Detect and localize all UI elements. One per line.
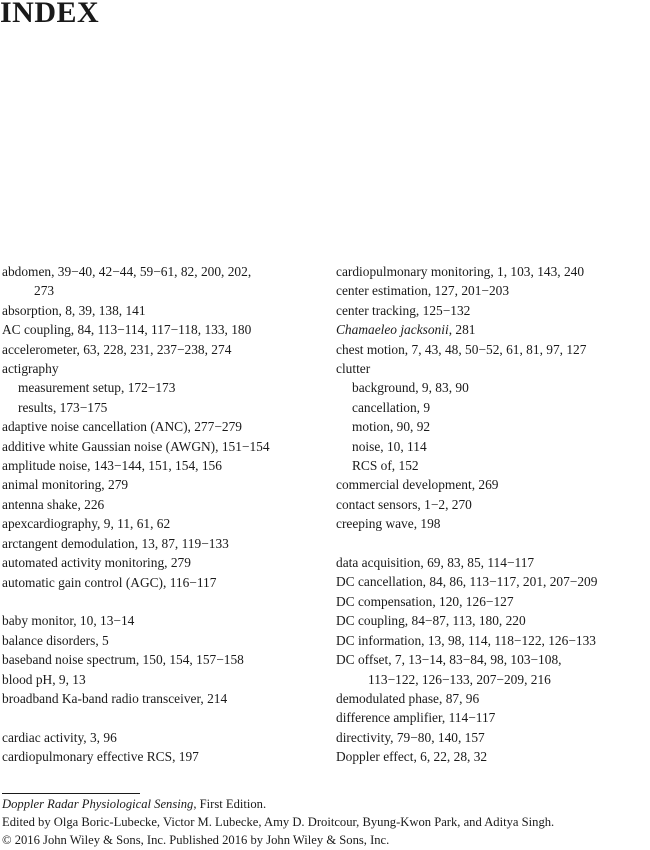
footnote-rule bbox=[2, 793, 140, 794]
index-entry bbox=[336, 320, 650, 339]
index-subentry bbox=[2, 398, 327, 417]
entry-text: DC offset, 7, 13−14, 83−84, 98, 103−108, bbox=[336, 652, 562, 668]
index-subentry bbox=[336, 398, 650, 417]
index-entry bbox=[2, 320, 327, 339]
entry-text: automated activity monitoring, 279 bbox=[2, 555, 191, 571]
entry-text: AC coupling, 84, 113−114, 117−118, 133, 180 bbox=[2, 322, 252, 338]
footnote bbox=[2, 795, 650, 849]
entry-text: cancellation, 9 bbox=[352, 399, 431, 415]
index-entry bbox=[2, 728, 327, 747]
index-entry bbox=[2, 340, 327, 359]
footnote-copyright: © 2016 John Wiley & Sons, Inc. Published 2016 by John Wiley & Sons, Inc. bbox=[2, 833, 390, 847]
entry-text: animal monitoring, 279 bbox=[2, 477, 129, 493]
entry-text: DC information, 13, 98, 114, 118−122, 126−133 bbox=[336, 632, 596, 648]
entry-text: additive white Gaussian noise (AWGN), 151−154 bbox=[2, 438, 270, 454]
footnote-editors: Edited by Olga Boric-Lubecke, Victor M. Lubecke, Amy D. Droitcour, Byung-Kwon Park, and Aditya Singh. bbox=[2, 815, 555, 829]
entry-text: center tracking, 125−132 bbox=[336, 302, 471, 318]
entry-gap bbox=[336, 534, 650, 553]
index-entry bbox=[336, 475, 650, 494]
index-entry bbox=[336, 495, 650, 514]
entry-continuation: 113−122, 126−133, 207−209, 216 bbox=[368, 671, 551, 687]
index-column-left bbox=[2, 262, 327, 767]
entry-text: cardiopulmonary effective RCS, 197 bbox=[2, 749, 199, 765]
entry-text: creeping wave, 198 bbox=[336, 516, 441, 532]
book-title: Doppler Radar Physiological Sensing bbox=[2, 797, 194, 811]
entry-text: broadband Ka-band radio transceiver, 214 bbox=[2, 690, 228, 706]
entry-text: RCS of, 152 bbox=[352, 458, 419, 474]
entry-text: automatic gain control (AGC), 116−117 bbox=[2, 574, 217, 590]
index-entry bbox=[2, 573, 327, 592]
footnote-book-line bbox=[2, 795, 650, 813]
index-entry bbox=[336, 747, 650, 766]
index-entry bbox=[2, 611, 327, 630]
entry-text: actigraphy bbox=[2, 361, 59, 377]
entry-text: antenna shake, 226 bbox=[2, 496, 105, 512]
entry-text: adaptive noise cancellation (ANC), 277−279 bbox=[2, 419, 242, 435]
index-entry bbox=[2, 495, 327, 514]
index-subentry bbox=[336, 437, 650, 456]
entry-text: results, 173−175 bbox=[18, 399, 108, 415]
index-subentry bbox=[336, 456, 650, 475]
entry-text: baby monitor, 10, 13−14 bbox=[2, 613, 135, 629]
entry-continuation: 273 bbox=[34, 283, 55, 299]
index-entry bbox=[336, 728, 650, 747]
index-entry bbox=[336, 301, 650, 320]
index-entry bbox=[2, 475, 327, 494]
entry-text: contact sensors, 1−2, 270 bbox=[336, 496, 472, 512]
entry-text: , 281 bbox=[448, 322, 476, 338]
index-entry bbox=[336, 281, 650, 300]
index-entry bbox=[336, 359, 650, 378]
entry-gap bbox=[2, 592, 327, 611]
entry-text: data acquisition, 69, 83, 85, 114−117 bbox=[336, 555, 535, 571]
entry-text: balance disorders, 5 bbox=[2, 632, 109, 648]
entry-text: absorption, 8, 39, 138, 141 bbox=[2, 302, 146, 318]
entry-text: blood pH, 9, 13 bbox=[2, 671, 86, 687]
entry-text: clutter bbox=[336, 361, 371, 377]
index-entry bbox=[336, 592, 650, 611]
index-entry bbox=[2, 553, 327, 572]
index-subentry bbox=[336, 417, 650, 436]
entry-text: commercial development, 269 bbox=[336, 477, 499, 493]
entry-text: apexcardiography, 9, 11, 61, 62 bbox=[2, 516, 171, 532]
entry-text: amplitude noise, 143−144, 151, 154, 156 bbox=[2, 458, 222, 474]
index-entry bbox=[2, 514, 327, 533]
entry-text: abdomen, 39−40, 42−44, 59−61, 82, 200, 202, bbox=[2, 264, 252, 279]
index-subentry bbox=[2, 378, 327, 397]
entry-text: DC compensation, 120, 126−127 bbox=[336, 593, 514, 609]
entry-text: motion, 90, 92 bbox=[352, 419, 431, 435]
book-edition: , First Edition. bbox=[193, 797, 267, 811]
index-entry bbox=[336, 631, 650, 650]
index-entry bbox=[336, 572, 650, 591]
entry-text: background, 9, 83, 90 bbox=[352, 380, 469, 396]
index-column-right bbox=[336, 262, 650, 767]
entry-gap bbox=[2, 708, 327, 727]
index-entry bbox=[2, 301, 327, 320]
index-entry bbox=[336, 650, 650, 689]
entry-text: difference amplifier, 114−117 bbox=[336, 710, 496, 726]
index-entry bbox=[336, 340, 650, 359]
entry-text: DC coupling, 84−87, 113, 180, 220 bbox=[336, 613, 526, 629]
entry-text: noise, 10, 114 bbox=[352, 438, 427, 454]
index-subentry bbox=[336, 378, 650, 397]
entry-text: cardiopulmonary monitoring, 1, 103, 143, 240 bbox=[336, 264, 585, 279]
index-entry bbox=[2, 262, 327, 301]
index-entry bbox=[2, 437, 327, 456]
index-entry bbox=[336, 689, 650, 708]
index-entry bbox=[2, 456, 327, 475]
entry-text: Doppler effect, 6, 22, 28, 32 bbox=[336, 749, 488, 765]
index-entry bbox=[336, 514, 650, 533]
entry-text: directivity, 79−80, 140, 157 bbox=[336, 729, 485, 745]
index-entry bbox=[2, 670, 327, 689]
entry-text: measurement setup, 172−173 bbox=[18, 380, 176, 396]
index-entry bbox=[336, 262, 650, 281]
entry-italic-term: Chamaeleo jacksonii bbox=[336, 322, 449, 338]
index-entry bbox=[336, 553, 650, 572]
entry-text: demodulated phase, 87, 96 bbox=[336, 690, 480, 706]
index-entry bbox=[336, 611, 650, 630]
index-entry bbox=[2, 689, 327, 708]
entry-text: center estimation, 127, 201−203 bbox=[336, 283, 510, 299]
index-entry bbox=[2, 359, 327, 378]
entry-text: DC cancellation, 84, 86, 113−117, 201, 207−209 bbox=[336, 574, 598, 590]
index-entry bbox=[2, 747, 327, 766]
index-entry bbox=[2, 534, 327, 553]
page-title: INDEX bbox=[0, 0, 100, 29]
entry-text: accelerometer, 63, 228, 231, 237−238, 274 bbox=[2, 341, 232, 357]
entry-text: arctangent demodulation, 13, 87, 119−133 bbox=[2, 535, 229, 551]
entry-text: baseband noise spectrum, 150, 154, 157−158 bbox=[2, 652, 244, 668]
entry-text: chest motion, 7, 43, 48, 50−52, 61, 81, 97, 127 bbox=[336, 341, 587, 357]
index-entry bbox=[2, 631, 327, 650]
entry-text: cardiac activity, 3, 96 bbox=[2, 729, 117, 745]
index-entry bbox=[2, 417, 327, 436]
index-entry bbox=[336, 708, 650, 727]
index-entry bbox=[2, 650, 327, 669]
